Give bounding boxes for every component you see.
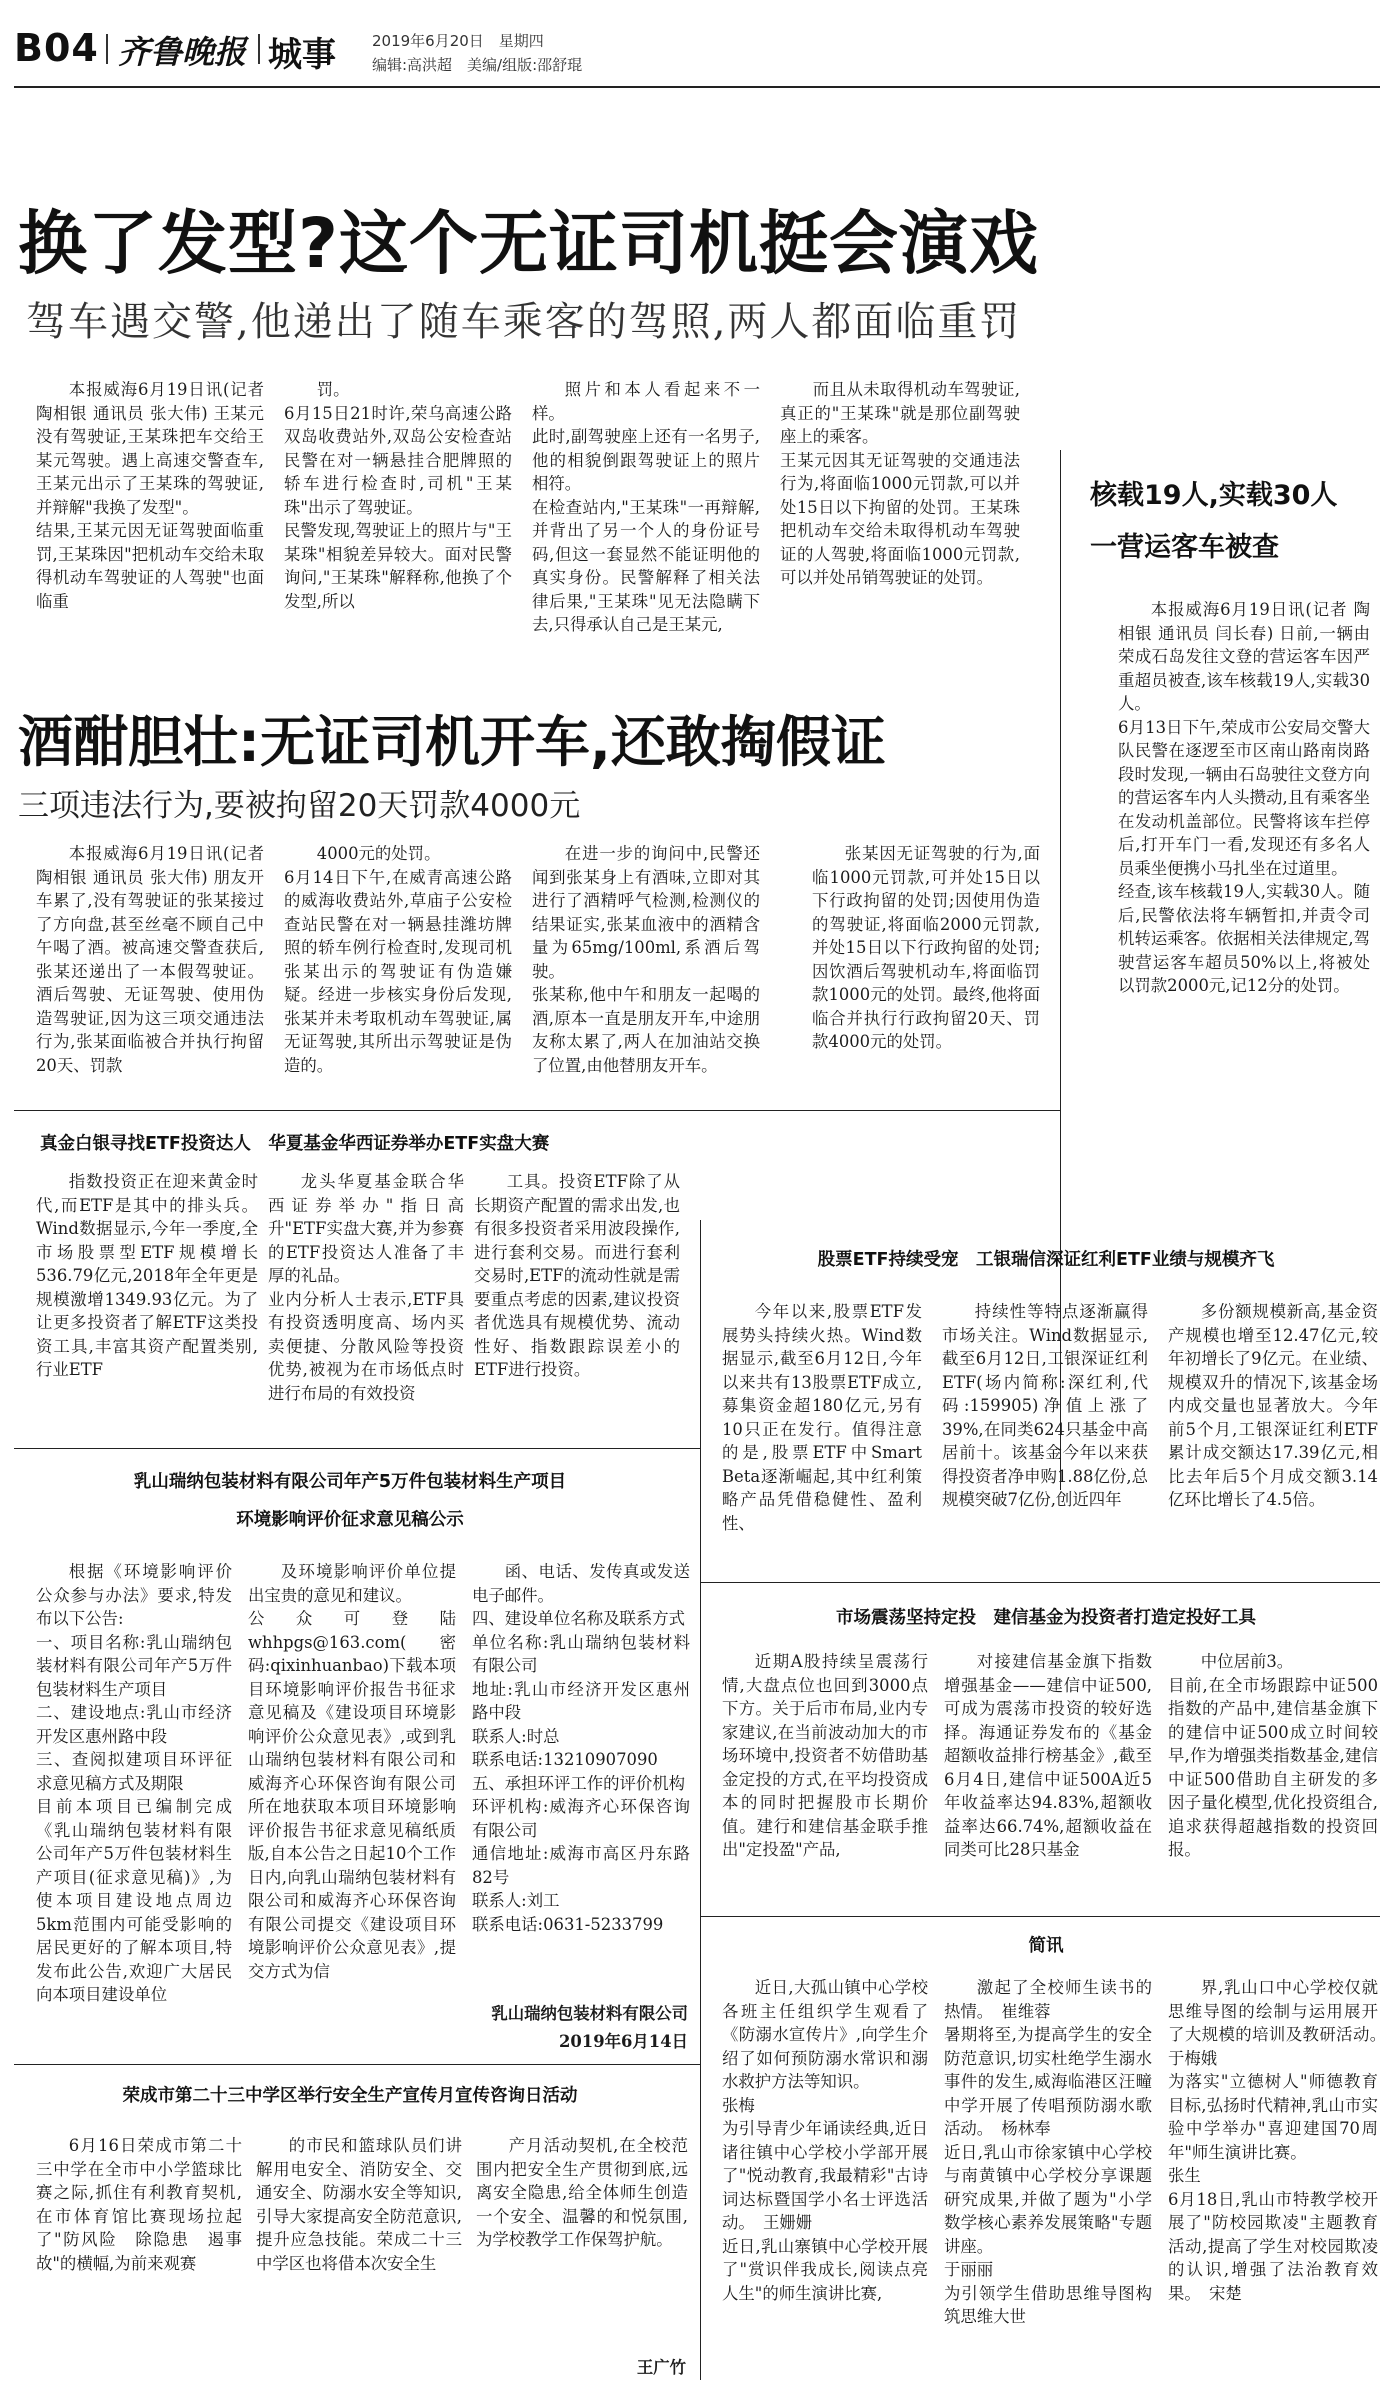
story1-subhead: 驾车遇交警,他递出了随车乘客的驾照,两人都面临重罚 <box>26 299 1022 345</box>
etf1-col1-text: 指数投资正在迎来黄金时代,而ETF是其中的排头兵。Wind数据显示,今年一季度,全市场股票型ETF规模增长536.79亿元,2018年全年更是规模激增1349.93亿元。为了让更多投资者了解ETF这类投资工具,丰富其资产配置类别,行业ETF <box>36 1172 258 1379</box>
env-column-2 <box>248 1560 456 2080</box>
section-name: 城事 <box>268 35 336 75</box>
etf2-col1-text: 今年以来,股票ETF发展势头持续火热。Wind数据显示,截至6月12日,今年以来共有13股票ETF成立,募集资金超180亿元,另有10只正在发行。值得注意的是,股票ETF中Smart Beta逐渐崛起,其中红利策略产品凭借稳健性、盈利性、 <box>722 1302 922 1533</box>
etf2-column-1 <box>722 1300 922 1580</box>
story2-headline: 酒酣胆壮:无证司机开车,还敢掏假证 <box>18 710 886 774</box>
news-column-2 <box>944 1976 1152 2386</box>
story2-col4-text: 张某因无证驾驶的行为,面临1000元罚款,可并处15日以下行政拘留的处罚;因使用伪造的驾驶证,将面临2000元罚款,并处15日以下行政拘留的处罚;因饮酒后驾驶机动车,将面临罚款1000元的处罚。最终,他将面临合并执行行政拘留20天、罚款4000元的处罚。 <box>812 844 1040 1051</box>
story1-col2-text: 罚。 6月15日21时许,荣乌高速公路双岛收费站外,双岛公安检查站民警在对一辆悬挂合肥牌照的轿车进行检查时,司机"王某珠"出示了驾驶证。 民警发现,驾驶证上的照片与"王某珠"相貌差异较大。面对民警询问,"王某珠"解释称,他换了个发型,所以 <box>284 380 512 611</box>
story2-subhead: 三项违法行为,要被拘留20天罚款4000元 <box>18 788 581 824</box>
env-title-line1: 乳山瑞纳包装材料有限公司年产5万件包装材料生产项目 <box>133 1472 567 1492</box>
safety-col2-text: 的市民和篮球队员们讲解用电安全、消防安全、交通安全、防溺水安全等知识,引导大家提高安全防范意识,提升应急技能。荣成二十三中学区也将借本次安全生 <box>256 2136 462 2273</box>
etf2-title: 股票ETF持续受宠 工银瑞信深证红利ETF业绩与规模齐飞 <box>817 1250 1275 1270</box>
news-column-1 <box>722 1976 928 2386</box>
env-title-line2: 环境影响评价征求意见稿公示 <box>236 1510 464 1530</box>
paper-name: 齐鲁晚报 <box>118 33 247 71</box>
env-col2-text: 及环境影响评价单位提出宝贵的意见和建议。 公众可登陆whhpgs@163.com(密码:qixinhuanbao)下载本项目环境影响评价报告书征求意见稿及《建设项目环境影响评价公众意见表》,或到乳山瑞纳包装材料有限公司和威海齐心环保咨询有限公司所在地获取本项目环境影响评价报告书征求意见稿纸质版,自本公告之日起10个工作日内,向乳山瑞纳包装材料有限公司和威海齐心环保咨询有限公司提交《建设项目环境影响评价公众意见表》,提交方式为信 <box>248 1562 456 1981</box>
safety-signature: 王广竹 <box>636 2358 686 2377</box>
story2-column-3 <box>532 842 760 1092</box>
env-column-3 <box>472 1560 690 1990</box>
market-column-1 <box>722 1650 928 1910</box>
market-column-3 <box>1168 1650 1378 1910</box>
story2-col1-text: 本报威海6月19日讯(记者 陶相银 通讯员 张大伟) 朋友开车累了,没有驾驶证的张某接过了方向盘,甚至丝毫不顾自己中午喝了酒。被高速交警查获后,张某还递出了一本假驾驶证。酒后驾驶、无证驾驶、使用伪造驾驶证,因为这三项交通违法行为,张某面临被合并执行拘留20天、罚款 <box>36 844 264 1075</box>
etf1-column-1 <box>36 1170 258 1420</box>
story1-col4-text: 而且从未取得机动车驾驶证,真正的"王某珠"就是那位副驾驶座上的乘客。 王某元因其无证驾驶的交通违法行为,将面临1000元罚款,可以并处15日以下拘留的处罚。王某珠把机动车交给未取得机动车驾驶证的人驾驶,将面临1000元罚款,可以并处吊销驾驶证的处罚。 <box>780 380 1020 587</box>
safety-column-2 <box>256 2134 462 2384</box>
header-divider <box>106 34 108 64</box>
etf1-title: 真金白银寻找ETF投资达人 华夏基金华西证券举办ETF实盘大赛 <box>40 1134 550 1154</box>
header-rule <box>14 86 1380 88</box>
market-col3-text: 中位居前3。 目前,在全市场跟踪中证500指数的产品中,建信基金旗下的建信中证500成立时间较早,作为增强类指数基金,建信中证500借助自主研发的多因子量化模型,优化投资组合,追求获得超越指数的投资回报。 <box>1168 1652 1378 1859</box>
story2-column-2 <box>284 842 512 1092</box>
market-col2-text: 对接建信基金旗下指数增强基金——建信中证500,可成为震荡市投资的较好选择。海通证券发布的《基金超额收益排行榜基金》,截至6月4日,建信中证500A近5年收益率达94.83%,超额收益率达66.74%,超额收益在同类可比28只基金 <box>944 1652 1152 1859</box>
story1-column-3 <box>532 378 760 648</box>
news-column-3 <box>1168 1976 1378 2386</box>
sidebar-text <box>1118 598 1370 1128</box>
safety-column-1 <box>36 2134 242 2384</box>
market-top-rule <box>700 1582 1380 1583</box>
sidebar-headline-line1: 核载19人,实载30人 <box>1090 480 1338 511</box>
etf2-column-2 <box>942 1300 1148 1580</box>
issue-date: 2019年6月20日 星期四 <box>372 32 544 50</box>
etf1-column-3 <box>474 1170 680 1420</box>
story2-column-4 <box>812 842 1040 1092</box>
story2-column-1 <box>36 842 264 1092</box>
market-title: 市场震荡坚持定投 建信基金为投资者打造定投好工具 <box>836 1608 1256 1628</box>
story1-col3-text: 照片和本人看起来不一样。 此时,副驾驶座上还有一名男子,他的相貌倒跟驾驶证上的照片相符。 在检查站内,"王某珠"一再辩解,并背出了另一个人的身份证号码,但这一套显然不能证明他的真实身份。民警解释了相关法律后果,"王某珠"见无法隐瞒下去,只得承认自己是王某元, <box>532 380 760 634</box>
etf1-column-2 <box>268 1170 464 1420</box>
market-col1-text: 近期A股持续呈震荡行情,大盘点位也回到3000点下方。关于后市布局,业内专家建议,在当前波动加大的市场环境中,投资者不妨借助基金定投的方式,在平均投资成本的同时把握股市长期价值。建行和建信基金联手推出"定投盈"产品, <box>722 1652 928 1859</box>
news-col1-text: 近日,大孤山镇中心学校各班主任组织学生观看了《防溺水宣传片》,向学生介绍了如何预防溺水常识和溺水救护方法等知识。 张梅 为引导青少年诵读经典,近日诸往镇中心学校小学部开展了"悦动教育,我最精彩"古诗词达标暨国学小名士评选活动。 王姗姗 近日,乳山寨镇中心学校开展了"赏识伴我成长,阅读点亮人生"的师生演讲比赛, <box>722 1978 928 2303</box>
story2-col2-text: 4000元的处罚。 6月14日下午,在威青高速公路的威海收费站外,草庙子公安检查站民警在对一辆悬挂潍坊牌照的轿车例行检查时,发现司机张某出示的驾驶证有伪造嫌疑。经进一步核实身份后发现,张某并未考取机动车驾驶证,属无证驾驶,其所出示驾驶证是伪造的。 <box>284 844 512 1075</box>
header-divider <box>258 34 260 64</box>
env-column-1 <box>36 1560 232 2080</box>
story1-col1-text: 本报威海6月19日讯(记者 陶相银 通讯员 张大伟) 王某元没有驾驶证,王某珠把车交给王某元驾驶。遇上高速交警查车,王某元出示了王某珠的驾驶证,并辩解"我换了发型"。 结果,王某元因无证驾驶面临重罚,王某珠因"把机动车交给未取得机动车驾驶证的人驾驶"也面临重 <box>36 380 264 611</box>
news-top-rule <box>700 1916 1380 1917</box>
etf2-column-3 <box>1168 1300 1378 1580</box>
env-top-rule <box>14 1448 700 1449</box>
story1-headline: 换了发型?这个无证司机挺会演戏 <box>18 204 1040 284</box>
story1-column-4 <box>780 378 1020 648</box>
env-col3-text: 函、电话、发传真或发送电子邮件。 四、建设单位名称及联系方式 单位名称:乳山瑞纳包装材料有限公司 地址:乳山市经济开发区惠州路中段 联系人:时总 联系电话:13210907090 五、承担环评工作的评价机构 环评机构:威海齐心环保咨询有限公司 通信地址:威海市高区丹东路82号 联系人:刘工 联系电话:0631-5233799 <box>472 1562 690 1934</box>
etf1-col3-text: 工具。投资ETF除了从长期资产配置的需求出发,也有很多投资者采用波段操作,进行套利交易。而进行套利交易时,ETF的流动性就是需要重点考虑的因素,建议投资者优选具有规模优势、流动性好、指数跟踪误差小的ETF进行投资。 <box>474 1172 680 1379</box>
safety-col1-text: 6月16日荣成市第二十三中学在全市中小学篮球比赛之际,抓住有利教育契机,在市体育馆比赛现场拉起了"防风险 除隐患 遏事故"的横幅,为前来观赛 <box>36 2136 242 2273</box>
story1-column-1 <box>36 378 264 648</box>
etf2-col3-text: 多份额规模新高,基金资产规模也增至12.47亿元,较年初增长了9亿元。在业绩、规模双升的情况下,该基金场内成交量也显著放大。今年前5个月,工银深证红利ETF累计成交额达17.39亿元,相比去年后5个月成交额3.14亿环比增长了4.5倍。 <box>1168 1302 1378 1509</box>
etf2-col2-text: 持续性等特点逐渐赢得市场关注。Wind数据显示,截至6月12日,工银深证红利ETF(场内简称:深红利,代码:159905)净值上涨了39%,在同类624只基金中高居前十。该基金今年以来获得投资者净申购1.88亿份,总规模突破7亿份,创近四年 <box>942 1302 1148 1509</box>
page-number: B04 <box>14 26 99 70</box>
env-signature: 乳山瑞纳包装材料有限公司 <box>491 2004 688 2023</box>
safety-top-rule <box>14 2064 700 2065</box>
editor-credits: 编辑:高洪超 美编/组版:邵舒琨 <box>372 56 583 74</box>
sidebar-headline-line2: 一营运客车被查 <box>1090 532 1279 563</box>
safety-title: 荣成市第二十三中学区举行安全生产宣传月宣传咨询日活动 <box>122 2086 578 2106</box>
sidebar-body: 本报威海6月19日讯(记者 陶相银 通讯员 闫长春) 日前,一辆由荣成石岛发往文登的营运客车因严重超员被查,该车核载19人,实载30人。 6月13日下午,荣成市公安局交警大队民警在逐逻至市区南山路南岗路段时发现,一辆由石岛驶往文登方向的营运客车内人头攒动,且有乘客坐在发动机盖部位。民警将该车拦停后,打开车门一看,发现还有多名人员乘坐便携小马扎坐在过道里。 经查,该车核载19人,实载30人。随后,民警依法将车辆暂扣,并责令司机转运乘客。依据相关法律规定,驾驶营运客车超员50%以上,将被处以罚款2000元,记12分的处罚。 <box>1118 600 1370 995</box>
news-col2-text: 激起了全校师生读书的热情。 崔维蓉 暑期将至,为提高学生的安全防范意识,切实杜绝学生溺水事件的发生,威海临港区汪疃中学开展了传唱预防溺水歌活动。 杨林奉 近日,乳山市徐家镇中心学校与南黄镇中心学校分享课题研究成果,并做了题为"小学数学核心素养发展策略"专题讲座。 于丽丽 为引领学生借助思维导图构筑思维大世 <box>944 1978 1152 2326</box>
market-column-2 <box>944 1650 1152 1910</box>
safety-col3-text: 产月活动契机,在全校范围内把安全生产贯彻到底,远离安全隐患,给全体师生创造一个安全、温馨的和悦氛围,为学校教学工作保驾护航。 <box>476 2136 688 2249</box>
etf1-col2-text: 龙头华夏基金联合华西证券举办"指日高升"ETF实盘大赛,并为参赛的ETF投资达人准备了丰厚的礼品。 业内分析人士表示,ETF具有投资透明度高、场内买卖便捷、分散风险等投资优势,被视为在市场低点时进行布局的有效投资 <box>268 1172 464 1403</box>
env-date: 2019年6月14日 <box>558 2032 688 2051</box>
news-title: 简讯 <box>1028 1936 1064 1956</box>
etf2-left-rule <box>700 1220 701 2380</box>
section-rule <box>14 1110 1060 1111</box>
safety-column-3 <box>476 2134 688 2354</box>
env-col1-text: 根据《环境影响评价公众参与办法》要求,特发布以下公告: 一、项目名称:乳山瑞纳包装材料有限公司年产5万件包装材料生产项目 二、建设地点:乳山市经济开发区惠州路中段 三、查阅拟建项目环评征求意见稿方式及期限 目前本项目已编制完成《乳山瑞纳包装材料有限公司年产5万件包装材料生产项目(征求意见稿)》,为使本项目建设地点周边5km范围内可能受影响的居民更好的了解本项目,特发布此公告,欢迎广大居民向本项目建设单位 <box>36 1562 232 2004</box>
story1-column-2 <box>284 378 512 648</box>
story2-col3-text: 在进一步的询问中,民警还闻到张某身上有酒味,立即对其进行了酒精呼气检测,检测仪的结果证实,张某血液中的酒精含量为65mg/100ml,系酒后驾驶。 张某称,他中午和朋友一起喝的酒,原本一直是朋友开车,中途朋友称太累了,两人在加油站交换了位置,由他替朋友开车。 <box>532 844 760 1075</box>
news-col3-text: 界,乳山口中心学校仅就思维导图的绘制与运用展开了大规模的培训及教研活动。 于梅娥 为落实"立德树人"师德教育目标,弘扬时代精神,乳山市实验中学举办"喜迎建国70周年"师生演讲比赛。 张生 6月18日,乳山市特教学校开展了"防校园欺凌"主题教育活动,提高了学生对校园欺凌的认识,增强了法治教育效果。 宋楚 <box>1168 1978 1378 2303</box>
